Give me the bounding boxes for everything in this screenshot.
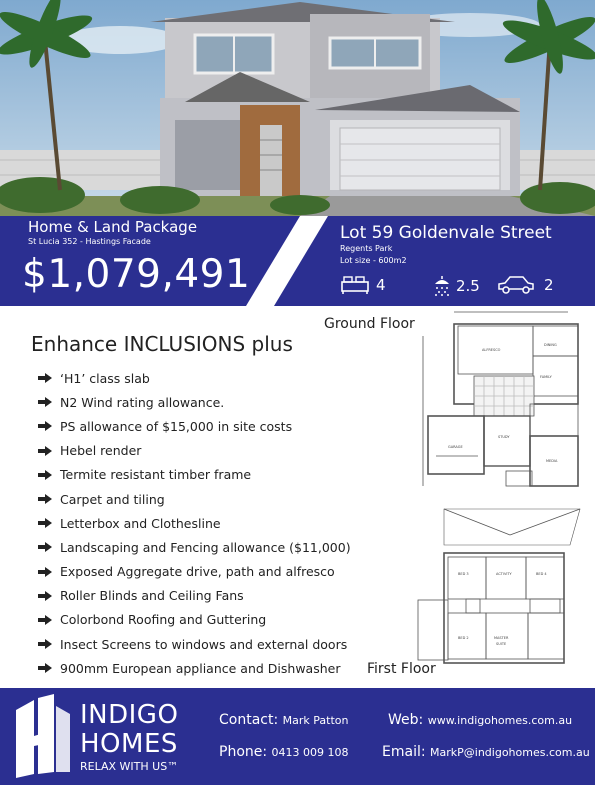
arrow-right-icon bbox=[38, 567, 52, 577]
svg-text:FAMILY: FAMILY bbox=[540, 375, 552, 379]
first-floor-plan bbox=[410, 505, 590, 670]
arrow-right-icon bbox=[38, 494, 52, 504]
arrow-right-icon bbox=[38, 639, 52, 649]
inclusion-item bbox=[38, 414, 351, 438]
arrow-right-icon bbox=[38, 663, 52, 673]
phone-number[interactable]: 0413 009 108 bbox=[271, 746, 349, 759]
bathrooms-feature bbox=[430, 274, 480, 298]
house-photo bbox=[0, 0, 595, 216]
inclusion-item bbox=[38, 366, 351, 390]
arrow-right-icon bbox=[38, 542, 52, 552]
inclusion-item bbox=[38, 390, 351, 414]
arrow-right-icon bbox=[38, 421, 52, 431]
package-subtitle: St Lucia 352 - Hastings Facade bbox=[28, 237, 151, 246]
arrow-right-icon bbox=[38, 446, 52, 456]
inclusion-text: Roller Blinds and Ceiling Fans bbox=[60, 588, 244, 604]
inclusion-item bbox=[38, 632, 351, 656]
inclusion-text: PS allowance of $15,000 in site costs bbox=[60, 418, 293, 434]
inclusion-text: Colorbond Roofing and Guttering bbox=[60, 612, 267, 628]
arrow-right-icon bbox=[38, 591, 52, 601]
svg-text:GARAGE: GARAGE bbox=[448, 445, 463, 449]
contact-label: Contact: bbox=[219, 712, 279, 728]
svg-text:DINING: DINING bbox=[544, 343, 557, 347]
inclusion-item bbox=[38, 608, 351, 632]
inclusion-text: Letterbox and Clothesline bbox=[60, 515, 221, 531]
inclusions-title: Enhance INCLUSIONS plus bbox=[31, 332, 293, 356]
shower-icon bbox=[430, 274, 454, 298]
email-line bbox=[382, 744, 590, 760]
ground-floor-label: Ground Floor bbox=[324, 316, 415, 332]
arrow-right-icon bbox=[38, 518, 52, 528]
bed-icon bbox=[340, 274, 370, 296]
brand-tagline: RELAX WITH US™ bbox=[80, 760, 179, 773]
car-icon bbox=[496, 274, 536, 296]
contact-line bbox=[219, 712, 348, 728]
inclusion-text: N2 Wind rating allowance. bbox=[60, 394, 225, 410]
svg-text:ACTIVITY: ACTIVITY bbox=[496, 572, 512, 576]
inclusion-text: Exposed Aggregate drive, path and alfresco bbox=[60, 564, 335, 580]
lot-suburb: Regents Park bbox=[340, 244, 393, 253]
web-label: Web: bbox=[388, 712, 424, 728]
arrow-right-icon bbox=[38, 615, 52, 625]
inclusion-item bbox=[38, 439, 351, 463]
arrow-right-icon bbox=[38, 373, 52, 383]
inclusion-text: Insect Screens to windows and external doors bbox=[60, 636, 348, 652]
phone-line bbox=[219, 744, 349, 760]
arrow-right-icon bbox=[38, 470, 52, 480]
svg-text:BED 4: BED 4 bbox=[536, 572, 547, 576]
inclusion-item bbox=[38, 463, 351, 487]
inclusions-list bbox=[38, 366, 351, 680]
inclusion-text: 900mm European appliance and Dishwasher bbox=[60, 660, 341, 676]
web-link[interactable]: www.indigohomes.com.au bbox=[427, 714, 573, 727]
svg-text:STUDY: STUDY bbox=[498, 435, 510, 439]
inclusion-text: Hebel render bbox=[60, 443, 142, 459]
inclusion-item bbox=[38, 584, 351, 608]
svg-text:BED 2: BED 2 bbox=[458, 636, 469, 640]
inclusion-item bbox=[38, 656, 351, 680]
bedrooms-feature bbox=[340, 274, 386, 296]
lot-address: Lot 59 Goldenvale Street bbox=[340, 223, 552, 243]
bedrooms-count: 4 bbox=[376, 276, 386, 294]
inclusion-item bbox=[38, 487, 351, 511]
garage-count: 2 bbox=[544, 276, 554, 294]
brand-name-line1: INDIGO bbox=[80, 700, 179, 730]
garage-feature bbox=[496, 274, 554, 296]
svg-text:BED 3: BED 3 bbox=[458, 572, 469, 576]
svg-text:MASTER: MASTER bbox=[494, 636, 509, 640]
svg-text:ALFRESCO: ALFRESCO bbox=[482, 348, 501, 352]
bathrooms-count: 2.5 bbox=[456, 277, 480, 295]
lot-size: Lot size - 600m2 bbox=[340, 256, 407, 265]
svg-text:MEDIA: MEDIA bbox=[546, 459, 558, 463]
arrow-right-icon bbox=[38, 397, 52, 407]
indigo-homes-logo-icon bbox=[12, 694, 74, 780]
svg-text:SUITE: SUITE bbox=[496, 642, 507, 646]
inclusion-item bbox=[38, 560, 351, 584]
email-link[interactable]: MarkP@indigohomes.com.au bbox=[430, 746, 590, 759]
inclusion-item bbox=[38, 511, 351, 535]
inclusion-text: Termite resistant timber frame bbox=[60, 467, 252, 483]
brand-name-line2: HOMES bbox=[80, 729, 178, 759]
inclusion-text: Carpet and tiling bbox=[60, 491, 165, 507]
inclusion-item bbox=[38, 535, 351, 559]
inclusion-text: Landscaping and Fencing allowance ($11,000) bbox=[60, 539, 351, 555]
contact-name: Mark Patton bbox=[282, 714, 349, 727]
inclusion-text: ‘H1’ class slab bbox=[60, 370, 150, 386]
package-title: Home & Land Package bbox=[28, 218, 198, 236]
ground-floor-plan bbox=[418, 306, 590, 502]
email-label: Email: bbox=[382, 744, 426, 760]
phone-label: Phone: bbox=[219, 744, 268, 760]
web-line bbox=[388, 712, 572, 728]
price: $1,079,491 bbox=[22, 252, 251, 297]
first-floor-label: First Floor bbox=[367, 661, 436, 677]
